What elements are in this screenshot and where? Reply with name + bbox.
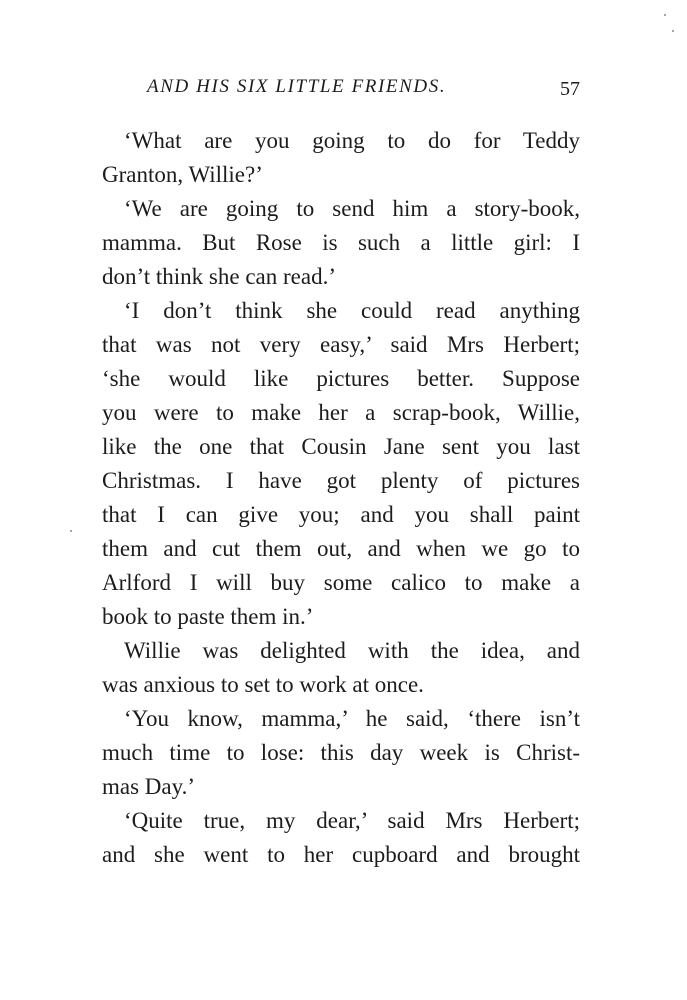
text-line: ‘I don’t think she could read anything bbox=[124, 298, 580, 323]
text-line: that I can give you; and you shall paint bbox=[102, 502, 580, 527]
text-line: Granton, Willie?’ bbox=[102, 162, 263, 187]
text-line: them and cut them out, and when we go to bbox=[102, 536, 580, 561]
body-text bbox=[102, 124, 580, 872]
text-line: ‘Quite true, my dear,’ said Mrs Herbert; bbox=[124, 808, 580, 833]
text-line: Arlford I will buy some calico to make a bbox=[102, 570, 580, 595]
text-line: ‘What are you going to do for Teddy bbox=[124, 128, 580, 153]
text-line: don’t think she can read.’ bbox=[102, 264, 336, 289]
text-line: like the one that Cousin Jane sent you last bbox=[102, 434, 580, 459]
text-line: much time to lose: this day week is Christ- bbox=[102, 740, 580, 765]
text-line: you were to make her a scrap-book, Willie, bbox=[102, 400, 580, 425]
text-line: ‘she would like pictures better. Suppose bbox=[102, 366, 580, 391]
print-speck bbox=[664, 14, 666, 16]
print-speck bbox=[70, 530, 72, 532]
text-line: and she went to her cupboard and brought bbox=[102, 842, 580, 867]
text-line: Willie was delighted with the idea, and bbox=[124, 638, 580, 663]
text-line: mamma. But Rose is such a little girl: I bbox=[102, 230, 580, 255]
text-line: that was not very easy,’ said Mrs Herbert; bbox=[102, 332, 580, 357]
text-line: ‘We are going to send him a story-book, bbox=[124, 196, 580, 221]
running-head bbox=[100, 76, 584, 106]
print-speck bbox=[672, 30, 674, 32]
text-line: mas Day.’ bbox=[102, 774, 196, 799]
page-number: 57 bbox=[560, 78, 580, 100]
text-line: Christmas. I have got plenty of pictures bbox=[102, 468, 580, 493]
text-line: book to paste them in.’ bbox=[102, 604, 314, 629]
text-line: was anxious to set to work at once. bbox=[102, 672, 424, 697]
text-line: ‘You know, mamma,’ he said, ‘there isn’t bbox=[124, 706, 580, 731]
running-title: AND HIS SIX LITTLE FRIENDS. bbox=[147, 76, 447, 97]
